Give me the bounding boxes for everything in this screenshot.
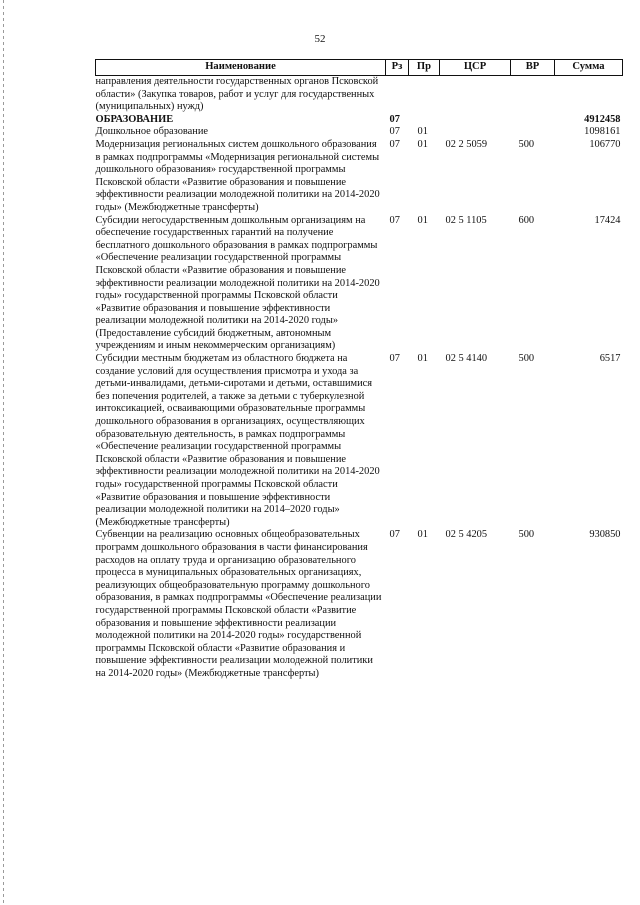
cell-rz: 07: [389, 113, 400, 125]
cell-rz: 07: [389, 214, 400, 226]
cell-rz: [386, 76, 409, 114]
header-csr: ЦСР: [440, 60, 511, 76]
table-header-row: [96, 60, 623, 76]
cell-sum: 1098161: [584, 126, 621, 138]
header-sum: Сумма: [555, 60, 623, 76]
cell-rz: 07: [389, 353, 400, 365]
cell-vr: 500: [518, 138, 535, 150]
cell-sum: [555, 76, 623, 114]
cell-sum: 106770: [589, 138, 621, 150]
cell-csr: 02 2 5059: [445, 138, 488, 150]
cell-pr: 01: [417, 353, 428, 365]
table-body: [96, 76, 623, 681]
cell-csr: 02 5 4205: [445, 529, 488, 541]
cell-vr: 500: [518, 529, 535, 541]
cell-name: Субвенции на реализацию основных общеобразовательных программ дошкольного образования в части финансирования расходов на оплату труда и организацию образовательного процесса в муниципальных образовательных организациях, реализующих общеобразовательную программу дошкольного образования, в рамках подпрограммы «Обеспечение реализации государственной программы Псковской области «Развитие образования и повышение эффективности реализации молодежной политики на 2014-2020 годы» государственной программы Псковской области «Развитие образования и повышение эффективности реализации молодежной политики на 2014-2020 годы» (Межбюджетные трансферты): [95, 529, 382, 679]
cell-pr: 01: [417, 214, 428, 226]
cell-csr: 02 5 4140: [445, 353, 488, 365]
cell-sum: 17424: [594, 214, 621, 226]
cell-rz: 07: [389, 529, 400, 541]
cell-rz: 07: [389, 126, 400, 138]
cell-vr: 500: [518, 353, 535, 365]
header-pr: Пр: [409, 60, 440, 76]
cell-name: ОБРАЗОВАНИЕ: [95, 113, 174, 125]
budget-table: [95, 59, 623, 681]
table-row: [96, 529, 623, 680]
cell-csr: [440, 114, 511, 127]
cell-sum: 930850: [589, 529, 621, 541]
header-vr: ВР: [511, 60, 555, 76]
table-row: [96, 139, 623, 215]
cell-pr: 01: [417, 138, 428, 150]
header-name: Наименование: [96, 60, 386, 76]
header-rz: Рз: [386, 60, 409, 76]
cell-vr: 600: [518, 214, 535, 226]
cell-csr: 02 5 1105: [445, 214, 487, 226]
cell-name: Модернизация региональных систем дошкольного образования в рамках подпрограммы «Модернизация региональной системы дошкольного образования» государственной программы Псковской области «Развитие образования и повышение эффективности реализации молодежной политики на 2014-2020 годы» (Межбюджетные трансферты): [95, 138, 380, 213]
table-row: [96, 353, 623, 529]
cell-pr: 01: [417, 529, 428, 541]
cell-csr: [440, 76, 511, 114]
cell-vr: [511, 114, 555, 127]
cell-name: Дошкольное образование: [95, 126, 209, 138]
table-row: [96, 215, 623, 354]
table-row: [96, 114, 623, 127]
cell-pr: 01: [417, 126, 428, 138]
cell-pr: [409, 114, 440, 127]
table-row: [96, 126, 623, 139]
cell-vr: [511, 76, 555, 114]
cell-sum: 4912458: [584, 113, 621, 125]
page-number: 52: [314, 33, 326, 45]
cell-name: Субсидии негосударственным дошкольным организациям на обеспечение государственных гарантий на получение бесплатного дошкольного образования в рамках подпрограммы «Обеспечение реализации государственной программы Псковской области «Развитие образования и повышение эффективности реализации молодежной политики на 2014-2020 годы» государственной программы Псковской области «Развитие образования и повышение эффективности реализации молодежной политики на 2014-2020 годы» (Предоставление субсидий бюджетным, автономным учреждениям и иным некоммерческим организациям): [95, 214, 380, 352]
cell-name: Субсидии местным бюджетам из областного бюджета на создание условий для осуществления присмотра и ухода за детьми-инвалидами, детьми-сиротами и детьми, оставшимися без попечения родителей, а также за детьми с туберкулезной интоксикацией, осваивающими образовательные программы дошкольного образования в организациях, осуществляющих образовательную деятельность, в рамках подпрограммы «Обеспечение реализации государственной программы Псковской области «Развитие образования и повышение эффективности реализации молодежной политики на 2014-2020 годы» государственной программы Псковской области «Развитие образования и повышение эффективности реализации молодежной политики на 2014–2020 годы» (Межбюджетные трансферты): [95, 353, 380, 528]
cell-vr: [511, 126, 555, 139]
table-row: [96, 76, 623, 114]
page-edge-line: [3, 0, 4, 905]
cell-csr: [440, 126, 511, 139]
cell-sum: 6517: [599, 353, 621, 365]
cell-name: направления деятельности государственных органов Псковской области» (Закупка товаров, работ и услуг для государственных (муниципальных) нужд): [95, 76, 379, 113]
cell-pr: [409, 76, 440, 114]
cell-rz: 07: [389, 138, 400, 150]
